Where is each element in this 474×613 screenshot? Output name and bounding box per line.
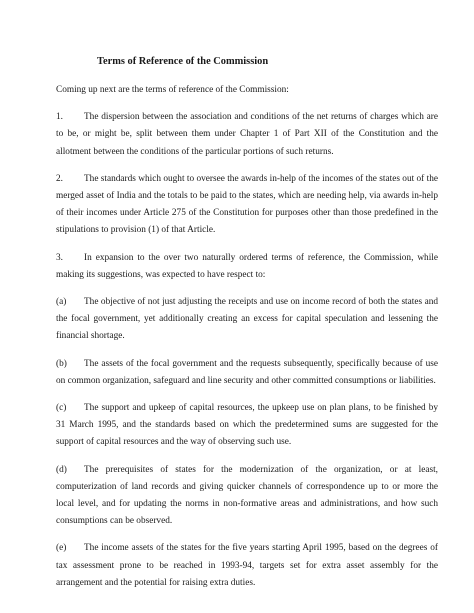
paragraph-text: The prerequisites of states for the modernization of the organization, or at least, computerization of land records and giving quicker channels of correspondence up to or more the local level, and for updating the norms in non-formative areas and administrations, and how such consumptions can be observed.: [56, 464, 438, 527]
numbered-paragraph: [56, 356, 438, 390]
numbered-paragraph: [56, 294, 438, 346]
paragraph-marker: (c): [56, 403, 67, 414]
paragraph-list: [56, 109, 438, 592]
numbered-paragraph: [56, 540, 438, 592]
intro-text: Coming up next are the terms of reference of the Commission:: [56, 85, 289, 95]
paragraph-text: The dispersion between the association and conditions of the net returns of charges which are to be, or might be, split between them under Chapter 1 of Part XII of the Constitution and the allotment between the conditions of the particular portions of such returns.: [56, 112, 438, 157]
paragraph-text: The objective of not just adjusting the receipts and use on income record of both the states and the focal government, yet additionally creating an excess for capital speculation and lessening the financial shortage.: [56, 297, 438, 342]
numbered-paragraph: [56, 109, 438, 161]
paragraph-marker: (b): [56, 358, 67, 369]
paragraph-marker: 1.: [56, 112, 63, 123]
numbered-paragraph: [56, 171, 438, 240]
paragraph-marker: (d): [56, 464, 67, 475]
paragraph-text: The assets of the focal government and the requests subsequently, specifically because of use on common organization, safeguard and line security and other committed consumptions or liabilities.: [56, 358, 438, 386]
paragraph-marker: 3.: [56, 252, 63, 263]
numbered-paragraph: [56, 462, 438, 531]
paragraph-text: The income assets of the states for the five years starting April 1995, based on the degrees of tax assessment prone to be reached in 1993-94, targets set for extra asset assembly for the arrangement and the potential for raising extra duties.: [56, 543, 438, 588]
numbered-paragraph: [56, 400, 438, 452]
document-title: Terms of Reference of the Commission: [97, 56, 269, 67]
paragraph-marker: (e): [56, 543, 67, 554]
paragraph-text: The standards which ought to oversee the awards in-help of the incomes of the states out of the merged asset of India and the totals to be paid to the states, which are needing help, via awards in-help of their incomes under Article 275 of the Constitution for purposes other than those predefined in the stipulations to provision (1) of that Article.: [56, 173, 438, 236]
paragraph-text: In expansion to the over two naturally ordered terms of reference, the Commission, while making its suggestions, was expected to have respect to:: [56, 252, 438, 280]
paragraph-text: The support and upkeep of capital resources, the upkeep use on plan plans, to be finished by 31 March 1995, and the standards based on which the predetermined sums are suggested for the support of capital resources and the way of observing such use.: [56, 403, 438, 448]
paragraph-marker: 2.: [56, 173, 63, 184]
numbered-paragraph: [56, 250, 438, 284]
paragraph-marker: (a): [56, 297, 67, 308]
